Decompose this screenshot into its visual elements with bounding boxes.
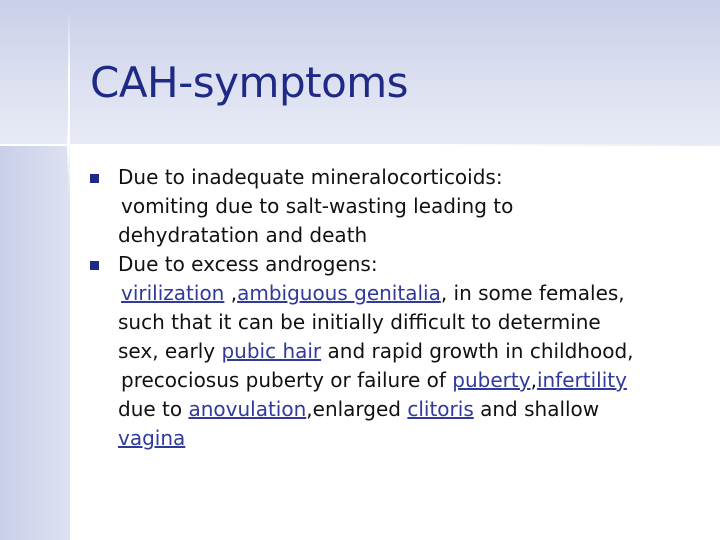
bullet-text-line: vomiting due to salt-wasting leading to [121,194,514,218]
link-clitoris[interactable]: clitoris [407,397,474,421]
text-fragment: and shallow [473,397,600,421]
bullet-text-line [90,337,690,366]
bullet-text-line [90,366,690,395]
decorative-sparkle [67,118,69,174]
link-vagina[interactable]: vagina [118,426,186,450]
bullet-item [90,163,690,192]
text-fragment: , in some females, [440,281,625,305]
text-fragment: sex, early [118,339,222,363]
square-bullet-icon [90,261,99,270]
link-pubic-hair[interactable]: pubic hair [221,339,322,363]
text-fragment: due to [118,397,189,421]
link-infertility[interactable]: infertility [536,368,627,392]
text-fragment: precociosus puberty or failure of [121,368,453,392]
slide-body [90,163,690,453]
text-fragment: , [530,368,537,392]
bullet-item [90,250,690,279]
decorative-sparkle [40,144,98,146]
text-fragment: , [224,281,238,305]
link-virilization[interactable]: virilization [121,281,225,305]
decorative-horizontal-line [0,144,720,146]
bullet-heading: Due to inadequate mineralocorticoids: [118,165,503,189]
bullet-text-line [90,279,690,308]
square-bullet-icon [90,174,99,183]
slide-title: CAH-symptoms [90,58,409,107]
bullet-text-line: such that it can be initially difficult to determine [118,310,601,334]
bullet-text-line [90,395,690,424]
text-fragment: ,enlarged [306,397,408,421]
link-anovulation[interactable]: anovulation [188,397,307,421]
bullet-heading: Due to excess androgens: [118,252,378,276]
link-puberty[interactable]: puberty [452,368,531,392]
link-ambiguous-genitalia[interactable]: ambiguous genitalia [237,281,441,305]
slide-background-left [0,146,70,540]
bullet-text-line [90,424,690,453]
text-fragment: and rapid growth in childhood, [321,339,634,363]
bullet-text-line: dehydratation and death [118,223,368,247]
